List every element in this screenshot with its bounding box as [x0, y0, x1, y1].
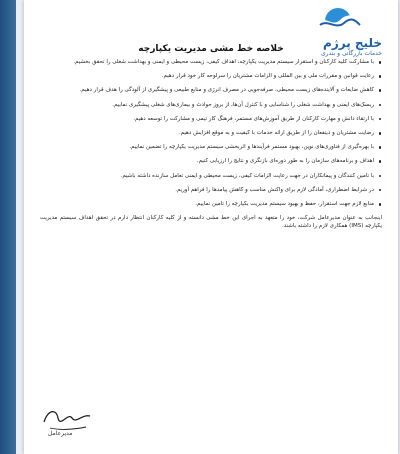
- policy-bullet: با ارتقاء دانش و مهارت کارکنان از طریق آموزش‌های مستمر، فرهنگ کار تیمی و مشارکت را توسعه دهیم.: [40, 115, 374, 123]
- logo-company-name: خلیج پرژم: [323, 36, 382, 50]
- policy-bullet: با تامین کنندگان و پیمانکاران در جهت رعایت الزامات کیفی، زیست محیطی و ایمنی تعامل سازنده داشته باشیم.: [40, 172, 374, 180]
- policy-bullet: با مشارکت کلیه کارکنان و استقرار سیستم مدیریت یکپارچه، اهداف کیفی، زیست محیطی و ایمنی و بهداشت شغلی را تحقق بخشیم.: [40, 58, 374, 66]
- logo-subtitle: خدمات بازرگانی و بندری: [320, 50, 382, 57]
- wave-logo-icon: [310, 6, 366, 36]
- closing-paragraph: اینجانب به عنوان مدیرعامل شرکت، خود را متعهد به اجرای این خط مشی دانسته و از کلیه کارکنان انتظار دارم در تحقق اهداف سیستم مدیریت یکپارچه (IMS) همکاری لازم را داشته باشند.: [40, 215, 382, 230]
- policy-bullet: ریسک‌های ایمنی و بهداشت شغلی را شناسایی و با کنترل آن‌ها، از بروز حوادث و بیماری‌های شغلی پیشگیری نماییم.: [40, 101, 374, 109]
- document-page: [24, 0, 398, 454]
- policy-bullet-list: [40, 58, 382, 208]
- policy-bullet: با بهره‌گیری از فناوری‌های نوین، بهبود مستمر فرآیندها و اثربخشی سیستم مدیریت یکپارچه را تضمین نماییم.: [40, 143, 374, 151]
- policy-bullet: رضایت مشتریان و ذینفعان را از طریق ارائه خدمات با کیفیت و به موقع افزایش دهیم.: [40, 129, 374, 137]
- policy-bullet: منابع لازم جهت استقرار، حفظ و بهبود سیستم مدیریت یکپارچه را تامین نماییم.: [40, 200, 374, 208]
- policy-bullet: در شرایط اضطراری، آمادگی لازم برای واکنش مناسب و کاهش پیامدها را فراهم آوریم.: [40, 186, 374, 194]
- signature-title: مدیرعامل: [48, 430, 73, 437]
- document-title: خلاصه خط مشی مدیریت یکپارچه: [138, 44, 284, 54]
- document-body: [40, 58, 382, 236]
- policy-bullet: رعایت قوانین و مقررات ملی و بین المللی و الزامات مشتریان را سرلوحه کار خود قرار دهیم.: [40, 72, 374, 80]
- policy-bullet: کاهش ضایعات و آلاینده‌های زیست محیطی، صرفه‌جویی در مصرف انرژی و منابع طبیعی و پیشگیری از آلودگی را هدف قرار دهیم.: [40, 86, 374, 94]
- policy-bullet: اهداف و برنامه‌های سازمان را به طور دوره‌ای بازنگری و نتایج را ارزیابی کنیم.: [40, 157, 374, 165]
- left-decorative-bar: [0, 0, 16, 454]
